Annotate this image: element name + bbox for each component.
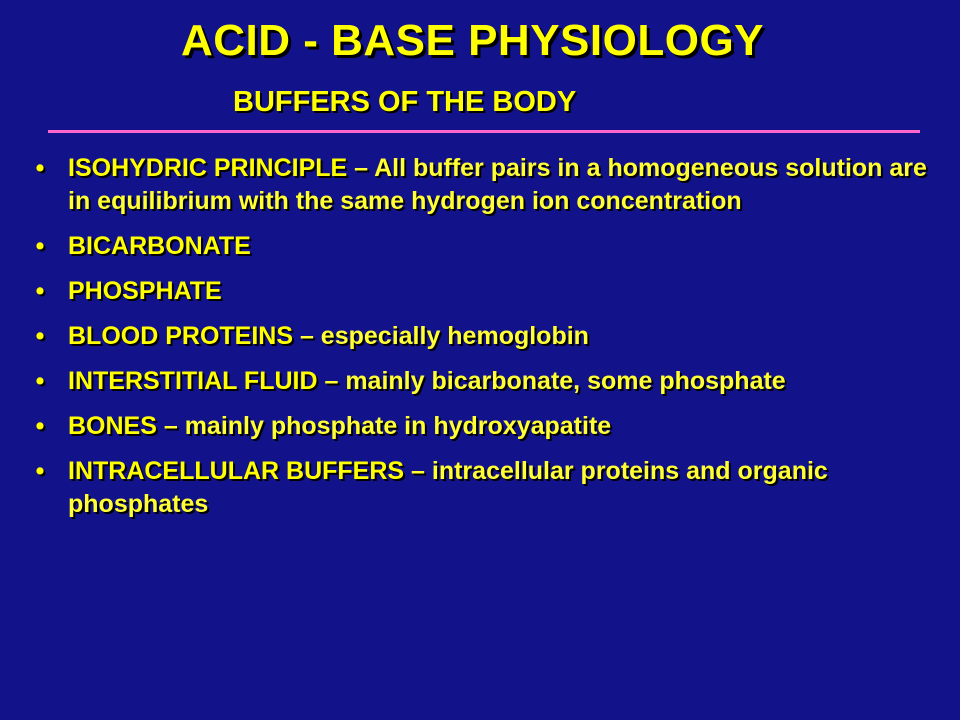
- bullet-description: – All buffer pairs in a homogeneous solution are in equilibrium with the same hydrogen ion concentration: [68, 154, 927, 215]
- slide-subtitle: BUFFERS OF THE BODY: [233, 86, 577, 118]
- bullet-item: [30, 275, 935, 308]
- bullet-item: [30, 455, 935, 521]
- bullet-item: [30, 152, 935, 218]
- bullet-icon: •: [35, 367, 45, 395]
- bullet-term: PHOSPHATE: [68, 277, 222, 305]
- bullet-item: [30, 320, 935, 353]
- slide-title: ACID - BASE PHYSIOLOGY: [180, 16, 765, 65]
- bullet-term: INTRACELLULAR BUFFERS: [68, 457, 405, 485]
- bullet-description: – especially hemoglobin: [293, 322, 589, 350]
- bullet-icon: •: [35, 232, 45, 260]
- bullet-description: – mainly bicarbonate, some phosphate: [317, 367, 786, 395]
- bullet-description: – mainly phosphate in hydroxyapatite: [156, 412, 612, 440]
- bullet-item: [30, 365, 935, 398]
- title-divider: [48, 130, 920, 133]
- bullet-item: [30, 410, 935, 443]
- bullet-icon: •: [35, 457, 45, 485]
- bullet-icon: •: [35, 277, 45, 305]
- bullet-list: [30, 152, 935, 533]
- bullet-item: [30, 230, 935, 263]
- bullet-icon: •: [35, 412, 45, 440]
- bullet-icon: •: [35, 154, 45, 182]
- bullet-term: BONES: [68, 412, 157, 440]
- bullet-description: – intracellular proteins and organic phosphates: [68, 457, 828, 518]
- bullet-term: BLOOD PROTEINS: [68, 322, 294, 350]
- bullet-term: BICARBONATE: [68, 232, 251, 260]
- bullet-icon: •: [35, 322, 45, 350]
- bullet-term: INTERSTITIAL FLUID: [68, 367, 318, 395]
- bullet-term: ISOHYDRIC PRINCIPLE: [68, 154, 348, 182]
